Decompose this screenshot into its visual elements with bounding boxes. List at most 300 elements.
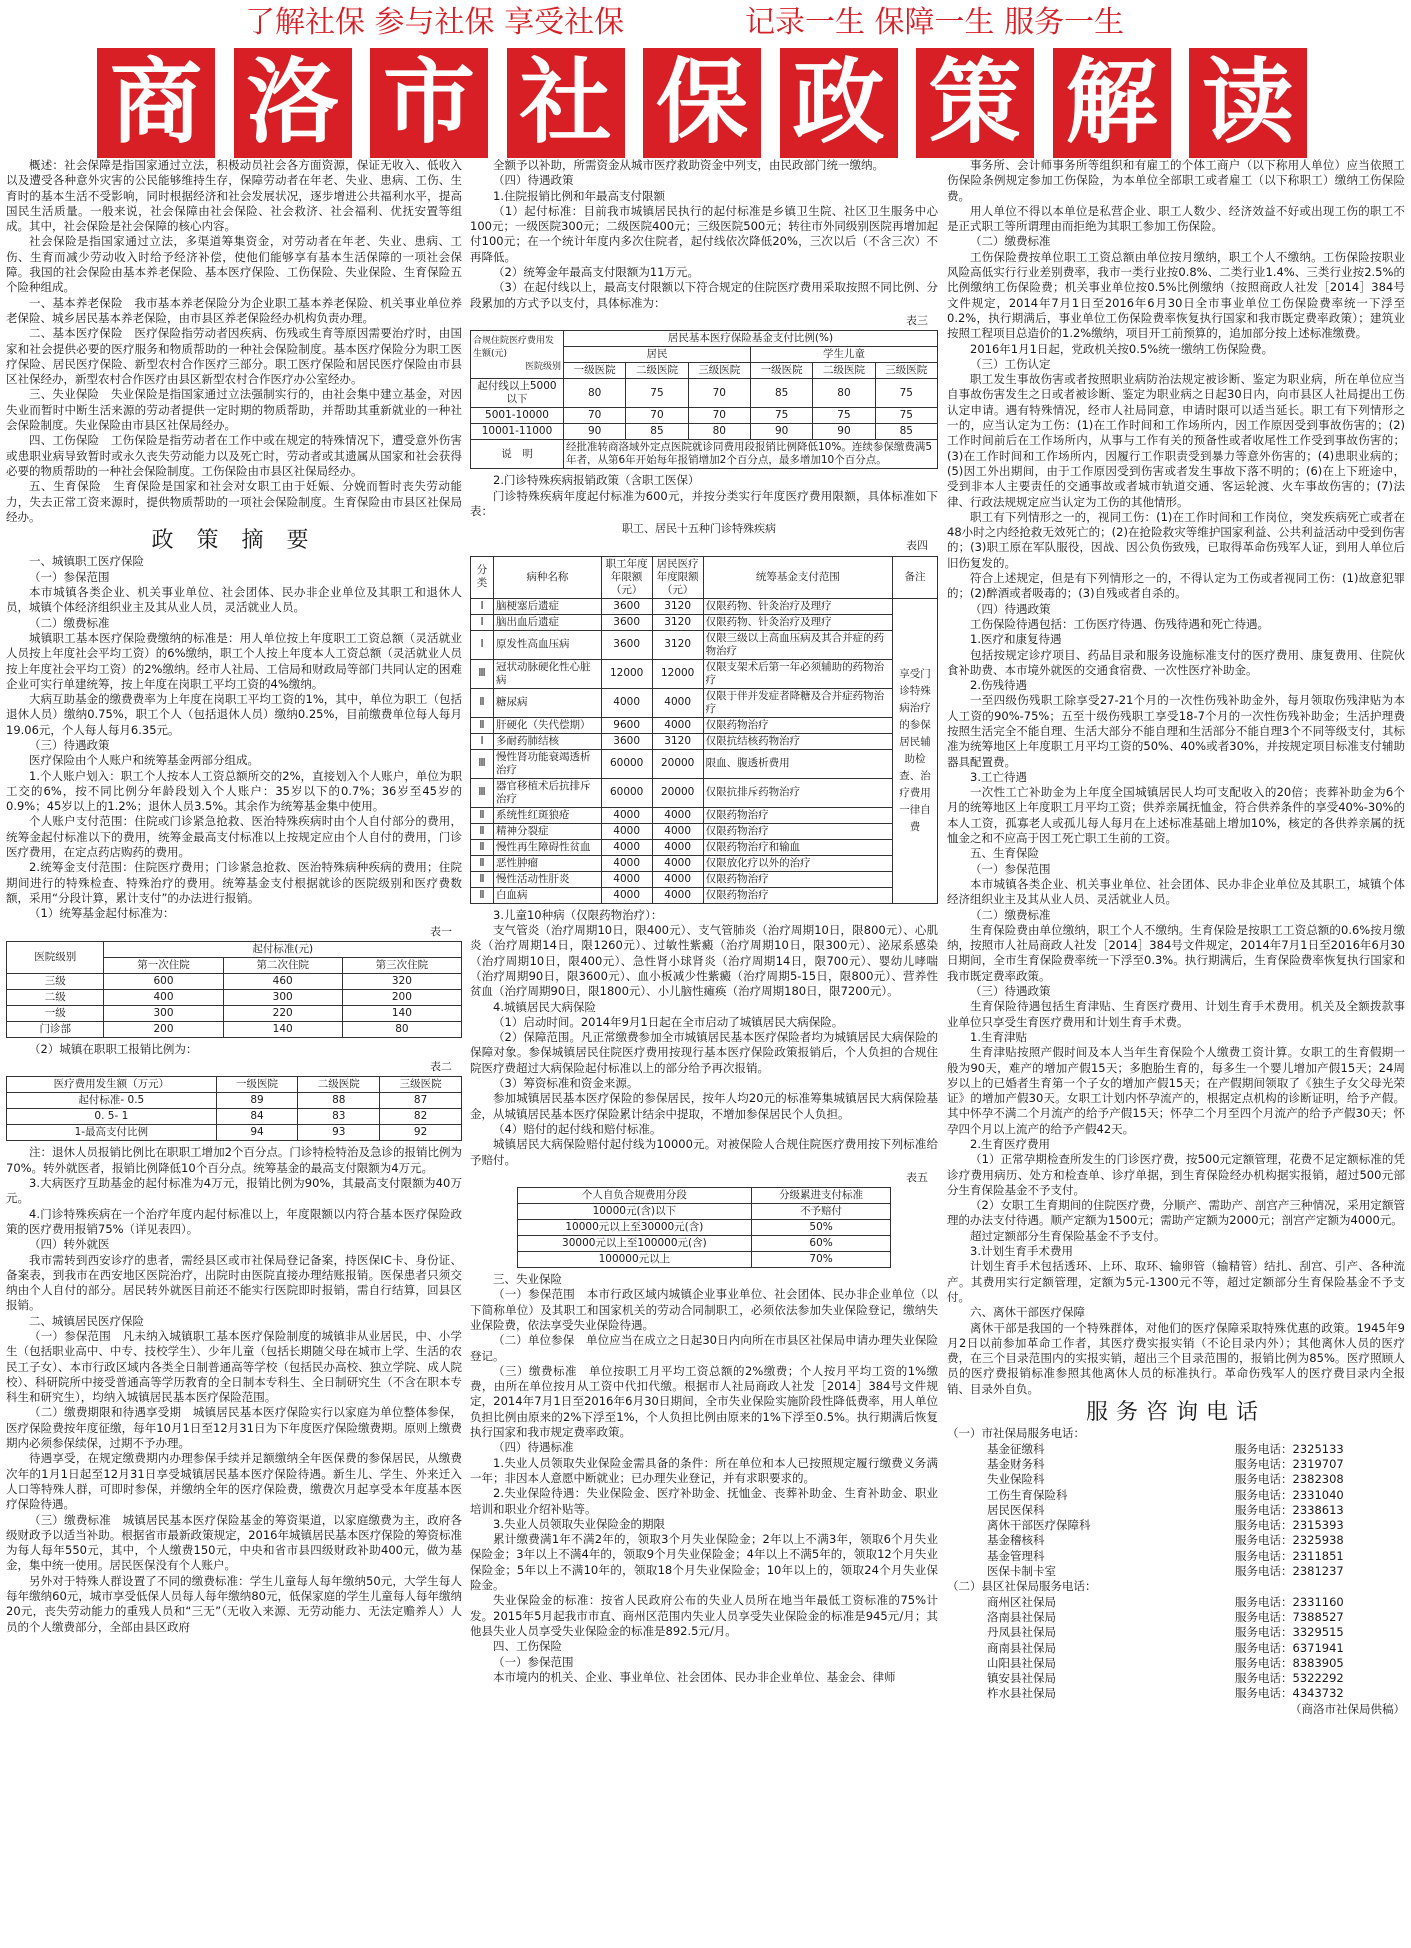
phone-number: 服务电话：2315393: [1235, 1518, 1344, 1533]
table-cell: 冠状动脉硬化性心脏病: [494, 659, 602, 688]
table-row: [471, 717, 938, 733]
phone-number: 服务电话：6371941: [1235, 1640, 1344, 1655]
table-cell: 75: [875, 408, 937, 424]
table-row: [471, 839, 938, 855]
paragraph: （三）缴费标准 城镇居民基本医疗保险基金的筹资渠道，以家庭缴费为主，政府各级财政予以适当补助。根据省市最新政策规定，2016年城镇居民基本医疗保险的筹资标准为每人每年550元，其中，个人缴费150元，中央和省市县四级财政补助400元，做为基金，集中统一使用。居民医保没有个人账户。: [6, 1512, 462, 1573]
table-cell: 仅限药物、针灸治疗及理疗: [703, 598, 892, 614]
table-header: 居民基本医疗保险基金支付比例(%): [564, 331, 938, 347]
phone-row: [947, 1518, 1405, 1533]
paragraph: （二）缴费标准: [29, 615, 110, 630]
table-cell: 20000: [652, 778, 703, 807]
phone-row: [947, 1488, 1405, 1503]
paragraph: 3.计划生育手术费用: [970, 1244, 1073, 1259]
phone-row: [947, 1457, 1405, 1472]
table-row: [471, 379, 938, 408]
paragraph: 3.失业人员领取失业保险金的期限: [493, 1516, 665, 1531]
table-row: [471, 778, 938, 807]
table-cell: 90: [813, 424, 875, 440]
phone-number: 服务电话：8383905: [1235, 1655, 1344, 1670]
phone-row: [947, 1656, 1405, 1671]
table-cell: 原发性高血压病: [494, 630, 602, 659]
table-cell: 94: [216, 1125, 298, 1141]
table-caption: 表三: [906, 313, 928, 327]
table-cell: 30000元以上至100000元(含): [517, 1236, 751, 1252]
paragraph: 一次性工亡补助金为上年度全国城镇居民人均可支配收入的20倍；丧葬补助金为6个月的统筹地区上年度职工月平均工资；供养亲属抚恤金，符合供养条件的享受40%-30%的本人工资，孤寡老人或孤儿每人每月在上述标准基础上增加10%，核定的各供养亲属的抚恤金之和不应高于因工死亡职工生前的工资。: [947, 785, 1405, 846]
table-note-label: 说 明: [471, 440, 564, 469]
paragraph: （一）参保范围 本市行政区域内城镇企业事业单位、社会团体、民办非企业单位（以下简称单位）及其职工和国家机关的劳动合同制职工，必须依法参加失业保险登记，缴纳失业保险费，依法享受失业保险待遇。: [470, 1287, 938, 1332]
table-cell: 0. 5- 1: [7, 1109, 217, 1125]
table-row: [517, 1204, 890, 1220]
paragraph: （1）启动时间。2014年9月1日起在全市启动了城镇居民大病保险。: [493, 1014, 844, 1029]
phone-row: [947, 1442, 1405, 1457]
paragraph: （四）转外就医: [29, 1237, 110, 1252]
paragraph: 一、城镇职工医疗保险: [29, 554, 144, 569]
table-cell: 3120: [652, 630, 703, 659]
table-cell: 脑梗塞后遗症: [494, 598, 602, 614]
paragraph: 2.门诊特殊疾病报销政策（含职工医保）: [493, 473, 700, 488]
paragraph: 1.住院报销比例和年最高支付限额: [493, 188, 665, 203]
phone-dept: 基金财务科: [987, 1456, 1045, 1471]
table-header: 第二次住院: [223, 957, 342, 973]
table-cell: 400: [104, 989, 223, 1005]
table-cell: 93: [298, 1125, 380, 1141]
table-cell: 4000: [601, 855, 652, 871]
table-header: 个人自负合规费用分段: [517, 1188, 751, 1204]
paragraph: （一）参保范围: [29, 569, 110, 584]
phone-number: 服务电话：2325938: [1235, 1533, 1344, 1548]
table-header: 居民: [564, 347, 751, 363]
table-row: [471, 823, 938, 839]
county-phones-header: （二）县区社保局服务电话：: [947, 1579, 1097, 1594]
paragraph: （2）城镇在职职工报销比例为：: [29, 1041, 198, 1056]
table-header: 三级医院: [875, 363, 937, 379]
paragraph: 职工发生事故伤害或者按照职业病防治法规定被诊断、鉴定为职业病，所在单位应当自事故伤害发生之日或者被诊断、鉴定为职业病之日起30日内，向市县区人社局提出工伤认定申请。遇有特殊情况，经市人社局同意，申请时限可以适当延长。职工有下列情形之一的，应当认定为工伤：(1)在工作时间和工作场所内，因工作原因受到事故伤害的；(2)工作时间前后在工作场所内，从事与工作有关的预备性或者收尾性工作受到事故伤害的；(3)在工作时间和工作场所内，因履行工作职责受到暴力等意外伤害的；(4)患职业病的；(5)因工外出期间，由于工作原因受到伤害或者发生事故下落不明的；(6)在上下班途中，受到非本人主要责任的交通事故或者城市轨道交通、客运轮渡、火车事故伤害的；(7)法律、行政法规规定应当认定为工伤的其他情形。: [947, 372, 1405, 509]
table-cell: 92: [380, 1125, 462, 1141]
paragraph: 五、生育保险: [970, 846, 1039, 861]
table-cell: 200: [104, 1021, 223, 1037]
table-cell: Ⅱ: [471, 855, 494, 871]
paragraph: 二、基本医疗保险 医疗保险指劳动者因疾病、伤残或生育等原因需要治疗时，由国家和社会提供必要的医疗服务和物质帮助的一种社会保险制度。基本医疗保险分为职工医疗保险、居民医疗保险、新型农村合作医疗三部分。职工医疗保险和居民医疗保险由市县区社保经办，新型农村合作医疗由县区新型农村合作医疗办公室经办。: [6, 326, 462, 387]
paragraph: 注：退休人员报销比例比在职职工增加2个百分点。门诊特检特治及急诊的报销比例为70%。转外就医者，报销比例降低10个百分点。统筹基金的最高支付限额为4万元。: [6, 1145, 462, 1175]
table-row: [7, 1021, 462, 1037]
page-title: [97, 48, 1307, 158]
phone-row: [947, 1533, 1405, 1548]
paragraph: （一）参保范围: [493, 1654, 574, 1669]
paragraph: 本市城镇各类企业、机关事业单位、社会团体、民办非企业单位及其职工，城镇个体经济组织业主及其从业人员、灵活就业人员。: [947, 876, 1405, 907]
title-char: 市: [370, 48, 488, 158]
paragraph: 2016年1月1日起，党政机关按0.5%统一缴纳工伤保险费。: [970, 341, 1274, 356]
phone-row: [947, 1472, 1405, 1487]
paragraph: （1）统筹基金起付标准为：: [29, 906, 175, 921]
paragraph: 另外对于特殊人群设置了不同的缴费标准：学生儿童每人每年缴纳50元，大学生每人每年缴纳60元，城市享受低保人员每人每年缴纳80元，低保家庭的学生儿童每人每年缴纳20元，丧失劳动能力的重残人员和“三无”（无收入来源、无劳动能力、无法定赡养人）人员的个人缴费部分，全部由县区政府: [6, 1573, 462, 1634]
paragraph: （1）正常孕期检查所发生的门诊医疗费，按500元定额管理，花费不足定额标准的凭诊疗费用病历、处方和检查单、诊疗单据，到生育保险经办机构据实报销，超过500元部分生育保险基金不予支付。: [947, 1152, 1405, 1197]
table-header: 一级医院: [216, 1077, 298, 1093]
phone-number: 服务电话：2338613: [1235, 1502, 1344, 1517]
table-cell: 80: [813, 379, 875, 408]
table-cell: Ⅱ: [471, 839, 494, 855]
paragraph: 概述：社会保障是指国家通过立法，积极动员社会各方面资源，保证无收入、低收入以及遭受各种意外灾害的公民能够维持生存，保障劳动者在年老、失业、患病、工伤、生育时的基本生活不受影响，同时根据经济和社会发展状况，逐步增进公共福利水平，提高国民生活质量。一般来说，社会保障由社会保险、社会救济、社会福利、优抚安置等组成。其中，社会保险是社会保障的核心内容。: [6, 158, 462, 234]
paragraph: 医疗保险由个人账户和统筹基金两部分组成。: [29, 753, 259, 768]
title-char: 保: [643, 48, 761, 158]
table-cell: 89: [216, 1093, 298, 1109]
paragraph: 三、失业保险 失业保险是指国家通过立法强制实行的，由社会集中建立基金，对因失业而暂时中断生活来源的劳动者提供一定时期的物质帮助，并帮助其重新就业的一种社会保险制度。失业保险由市县区社保局经办。: [6, 387, 462, 433]
table-cell: 60%: [751, 1236, 890, 1252]
paragraph: （三）缴费标准 单位按职工月平均工资总额的2%缴费；个人按月平均工资的1%缴费，由所在单位按月从工资中代扣代缴。根据市人社局商政人社发［2014］384号文件规定，2014年7月1日至2016年6月30日期间，全市失业保险实施阶段性降低费率，用人单位负担比例由原来的2%下浮至1%，个人负担比例由原来的1%下浮至0.5%。执行期满后恢复执行国家和我市规定费率政策。: [470, 1363, 938, 1440]
table-cell: 脑出血后遗症: [494, 614, 602, 630]
phone-dept: 山阳县社保局: [987, 1655, 1056, 1670]
paragraph: （3）在起付线以上，最高支付限额以下符合规定的住院医疗费用采取按照不同比例、分段累加的方式予以支付，具体标准为：: [470, 280, 938, 310]
paragraph: 生育保险待遇包括生育津贴、生育医疗费用、计划生育手术费用。机关及全额拨款事业单位只享受生育医疗费用和计划生育手术费。: [947, 999, 1405, 1029]
table-cell: 70: [688, 408, 750, 424]
table-cell: 3600: [601, 614, 652, 630]
paragraph: （三）待遇政策: [970, 984, 1051, 999]
table-remark: 享受门诊特殊病治疗的参保居民辅助检查、治疗费用一律自费: [893, 598, 938, 903]
phone-row: [947, 1671, 1405, 1686]
table-title: 职工、居民十五种门诊特殊疾病: [622, 522, 776, 536]
phone-number: 服务电话：2311851: [1235, 1548, 1344, 1563]
footnote: （商洛市社保局供稿）: [1290, 1701, 1405, 1716]
paragraph: 事务所、会计师事务所等组织和有雇工的个体工商户（以下称用人单位）应当依照工伤保险条例规定参加工伤保险，为本单位全部职工或者雇工（以下称职工）缴纳工伤保险费。: [947, 158, 1405, 203]
table-cell: 300: [104, 1005, 223, 1021]
corner-top: 合规住院医疗费用发生额(元): [473, 336, 555, 360]
table-cell: Ⅲ: [471, 749, 494, 778]
table-row: [517, 1252, 890, 1268]
table-cell: 仅限药物治疗和输血: [703, 839, 892, 855]
paragraph: 1.生育津贴: [970, 1029, 1027, 1044]
table-cell: 90: [750, 424, 812, 440]
table-header: 学生儿童: [750, 347, 937, 363]
table-row: [471, 630, 938, 659]
table-header: 分类: [471, 556, 494, 598]
table-cell: Ⅰ: [471, 733, 494, 749]
paragraph: 六、离休干部医疗保障: [970, 1305, 1085, 1320]
table-cell: 85: [750, 379, 812, 408]
paragraph: 城镇居民大病保险赔付起付线为10000元。对被保险人合规住院医疗费用按下列标准给予赔付。: [470, 1137, 938, 1167]
paragraph: 3.儿童10种病（仅限药物治疗）：: [493, 907, 663, 922]
paragraph: （四）待遇政策: [970, 601, 1051, 616]
paragraph: 二、城镇居民医疗保险: [29, 1313, 144, 1328]
table-row: [471, 424, 938, 440]
paragraph: （二）缴费标准: [970, 907, 1051, 922]
paragraph: 超过定额部分生育保险基金不予支付。: [970, 1228, 1166, 1243]
table-cell: 4000: [652, 871, 703, 887]
slogan-left: 了解社保 参与社保 享受社保: [245, 5, 625, 40]
table-cell: 仅限药物、针灸治疗及理疗: [703, 614, 892, 630]
table-cell: 87: [380, 1093, 462, 1109]
table-row: [7, 1125, 462, 1141]
phone-row: [947, 1610, 1405, 1625]
paragraph: 3.工亡待遇: [970, 769, 1027, 784]
table-cell: 仅限放化疗以外的治疗: [703, 855, 892, 871]
table-header: 二级医院: [298, 1077, 380, 1093]
table-row: [517, 1220, 890, 1236]
paragraph: 3.大病医疗互助基金的起付标准为4万元，报销比例为90%，其最高支付限额为40万元。: [6, 1176, 462, 1206]
table-cell: 3120: [652, 598, 703, 614]
table-caption: 表一: [430, 924, 452, 938]
table-cell: 200: [342, 989, 461, 1005]
table-cell: 90: [564, 424, 626, 440]
table-row: [471, 871, 938, 887]
table-header: 医疗费用发生额（万元）: [7, 1077, 217, 1093]
phone-dept: 居民医保科: [987, 1502, 1045, 1517]
table-cell: 肝硬化（失代偿期）: [494, 717, 602, 733]
paragraph: （三）工伤认定: [970, 356, 1051, 371]
title-char: 洛: [234, 48, 352, 158]
table-header: 起付标准(元): [104, 941, 462, 957]
table-header: 一级医院: [750, 363, 812, 379]
paragraph: 累计缴费满1年不满2年的，领取3个月失业保险金；2年以上不满3年，领取6个月失业保险金；3年以上不满4年的，领取9个月失业保险金；4年以上不满5年的，领取12个月失业保险金；5年以上不满10年的，领取18个月失业保险金；10年以上的，领取24个月失业保险金。: [470, 1532, 938, 1593]
slogan-right: 记录一生 保障一生 服务一生: [745, 5, 1125, 40]
table-cell: 二级: [7, 989, 104, 1005]
paragraph: （一）参保范围 凡未纳入城镇职工基本医疗保险制度的城镇非从业居民，中、小学生（包括职业高中、中专、技校学生）、少年儿童（包括长期随父母在城市上学、生活的农民工子女）、本市行政区域内各类全日制普通高等学校（包括民办高校、独立学院、成人院校）、科研院所中接受普通高等学历教育的全日制本专科生、全日制研究生（不含在职本专科生和研究生），均纳入城镇居民基本医疗保险范围。: [6, 1329, 462, 1405]
table-header: 分级累进支付标准: [751, 1188, 890, 1204]
paragraph: 本市城镇各类企业、机关事业单位、社会团体、民办非企业单位及其职工和退休人员，城镇个体经济组织业主及其从业人员，灵活就业人员。: [6, 585, 462, 615]
table-cell: 4000: [601, 688, 652, 717]
column-3: [947, 158, 1405, 1938]
table-cell: 10000元(含)以下: [517, 1204, 751, 1220]
table-cell: 70%: [751, 1252, 890, 1268]
table-cell: 3600: [601, 630, 652, 659]
table-cell: 4000: [652, 688, 703, 717]
intro-text: [6, 158, 462, 525]
paragraph: 社会保险是指国家通过立法，多渠道筹集资金，对劳动者在年老、失业、患病、工伤、生育而减少劳动收入时给予经济补偿，使他们能够享有基本生活保障的一项社会保障。我国的社会保险由基本养老保险、基本医疗保险、工伤保险、失业保险、生育保险五个险种组成。: [6, 234, 462, 295]
phone-number: 服务电话：2381237: [1235, 1564, 1344, 1579]
table-cell: Ⅲ: [471, 659, 494, 688]
paragraph: 四、工伤保险 工伤保险是指劳动者在工作中或在规定的特殊情况下，遭受意外伤害或患职业病导致暂时或永久丧失劳动能力以及死亡时，劳动者或其遗属从国家和社会获得必要的物质帮助的一种社会保险制度。工伤保险由市县区社保局经办。: [6, 433, 462, 478]
phone-dept: 基金稽核科: [987, 1533, 1045, 1548]
table-corner: [471, 331, 564, 379]
phone-row: [947, 1549, 1405, 1564]
service-title: 服务咨询电话: [1085, 1400, 1266, 1426]
table-cell: 不予赔付: [751, 1204, 890, 1220]
table-row: [471, 598, 938, 614]
phone-dept: 镇安县社保局: [987, 1671, 1056, 1686]
table-cell: 88: [298, 1093, 380, 1109]
phone-dept: 基金管理科: [987, 1548, 1045, 1563]
table-cell: 3120: [652, 733, 703, 749]
table-cell: 仅限药物治疗: [703, 823, 892, 839]
table-note: 经批准转商洛域外定点医院就诊同费用段报销比例降低10%。连续参保缴费满5年者，从第6年开始每年报销增加2个百分点，最多增加10个百分点。: [564, 440, 938, 469]
paragraph: 2.生育医疗费用: [970, 1137, 1050, 1151]
paragraph: 失业保险金的标准：按省人民政府公布的失业人员所在地当年最低工资标准的75%计发。2015年5月起我市市直、商州区范围内失业人员享受失业保险金的标准是945元/月；其他县失业人员享受失业保险金的标准是892.5元/月。: [470, 1593, 938, 1638]
table-reimburse-ratio: [6, 1076, 462, 1141]
table-cell: 460: [223, 973, 342, 989]
paragraph: （2）保障范围。凡正常缴费参加全市城镇居民基本医疗保险者均为城镇居民大病保险的保障对象。参保城镇居民住院医疗费用按现行基本医疗保险政策报销后，个人负担的合规住院医疗费超过大病保险起付标准以上的部分给予再次报销。: [470, 1030, 938, 1075]
table-cell: 4000: [652, 839, 703, 855]
phone-number: 服务电话：2382308: [1235, 1472, 1344, 1487]
table-cell: 4000: [652, 855, 703, 871]
table-cell: 糖尿病: [494, 688, 602, 717]
table-cell: 器官移植术后抗排斥治疗: [494, 778, 602, 807]
paragraph: （四）待遇政策: [493, 173, 574, 188]
table-header: 病种名称: [494, 556, 602, 598]
paragraph: 4.城镇居民大病保险: [493, 999, 596, 1014]
table-header: 居民医疗年度限额（元）: [652, 556, 703, 598]
table-row: [471, 688, 938, 717]
paragraph: （二）单位参保 单位应当在成立之日起30日内向所在市县区社保局申请办理失业保险登记。: [470, 1333, 938, 1363]
paragraph: 五、生育保险 生育保险是国家和社会对女职工由于妊娠、分娩而暂时丧失劳动能力，失去正常工资来源时，提供物质帮助的一项社会保险制度。生育保险由市县区社保局经办。: [6, 479, 462, 524]
body-text: [6, 1145, 462, 1635]
paragraph: 1.失业人员领取失业保险金需具备的条件：所在单位和本人已按照规定履行缴费义务满一年；非因本人意愿中断就业；已办理失业登记，并有求职要求的。: [470, 1455, 938, 1485]
table-cell: Ⅱ: [471, 717, 494, 733]
table-cell: 320: [342, 973, 461, 989]
table-header: 第一次住院: [104, 957, 223, 973]
paragraph: 包括按规定诊疗项目、药品目录和服务设施标准支付的医疗费用、康复费用、住院伙食补助费、本市境外就医的交通食宿费、一次性医疗补助金。: [947, 647, 1405, 677]
table-cell: 70: [688, 379, 750, 408]
title-char: 社: [507, 48, 625, 158]
table-row: [471, 749, 938, 778]
table-cell: 仅限支架术后第一年必须辅助的药物治疗: [703, 659, 892, 688]
table-cell: 85: [626, 424, 688, 440]
table-cell: 恶性肿瘤: [494, 855, 602, 871]
table-critical-illness: [517, 1187, 891, 1268]
phone-row: [947, 1595, 1405, 1610]
table-cell: 系统性红斑狼疮: [494, 807, 602, 823]
table-cell: 600: [104, 973, 223, 989]
paragraph: 计划生育手术包括透环、上环、取环、输卵管（输精管）结扎、刮宫、引产、各种流产。其费用实行定额管理，定额为5元-1300元不等，超过定额部分生育保险基金不予支付。: [947, 1259, 1405, 1304]
column-2: [470, 158, 938, 1938]
table-cell: 60000: [601, 749, 652, 778]
table-cell: 85: [875, 424, 937, 440]
phone-dept: 基金征缴科: [987, 1441, 1045, 1456]
table-cell: 4000: [601, 871, 652, 887]
paragraph: （一）参保范围: [970, 861, 1051, 876]
table-header: 二级医院: [626, 363, 688, 379]
table-row: [7, 989, 462, 1005]
table-cell: 75: [813, 408, 875, 424]
paragraph: （4）赔付的起付线和赔付标准。: [493, 1121, 662, 1136]
phone-number: 服务电话：7388527: [1235, 1609, 1344, 1624]
table-cell: 83: [298, 1109, 380, 1125]
table-cell: 仅限三级以上高血压病及其合并症的药物治疗: [703, 630, 892, 659]
phone-dept: 工伤生育保险科: [987, 1487, 1068, 1502]
phone-dept: 商州区社保局: [987, 1594, 1056, 1609]
paragraph: 四、工伤保险: [493, 1639, 562, 1654]
body-text: [470, 908, 938, 1168]
phone-dept: 洛南县社保局: [987, 1609, 1056, 1624]
corner-bottom: 医院级别: [524, 362, 561, 373]
table-cell: 140: [223, 1021, 342, 1037]
table-cell: 20000: [652, 749, 703, 778]
phone-number: 服务电话：3329515: [1235, 1625, 1344, 1640]
table-header: 三级医院: [380, 1077, 462, 1093]
table-cell: Ⅲ: [471, 778, 494, 807]
paragraph: 我市需转到西安诊疗的患者，需经县区或市社保局登记备案，持医保IC卡、身份证、备案表，到我市在西安地区医院治疗，出院时由医院直接办理结账报销。医保患者只须交纳由个人自付的部分。居民转外就医目前还不能实行医院即时报销，需自行结算，回县区报销。: [6, 1252, 462, 1313]
table-cell: Ⅰ: [471, 598, 494, 614]
phone-number: 服务电话：5322292: [1235, 1671, 1344, 1686]
table-header: 备注: [893, 556, 938, 598]
table-cell: 50%: [751, 1220, 890, 1236]
city-phone-list: [947, 1442, 1405, 1580]
title-char: 策: [916, 48, 1034, 158]
phone-row: [947, 1503, 1405, 1518]
table-cell: 300: [223, 989, 342, 1005]
table-cell: 4000: [652, 807, 703, 823]
table-caption: 表四: [906, 539, 928, 553]
table-cell: 4000: [601, 887, 652, 903]
table-cell: Ⅱ: [471, 823, 494, 839]
table-row: [471, 614, 938, 630]
phone-dept: 柞水县社保局: [987, 1686, 1056, 1701]
phone-row: [947, 1641, 1405, 1656]
table-cell: 10000元以上至30000元(含): [517, 1220, 751, 1236]
table-cell: 精神分裂症: [494, 823, 602, 839]
table-cell: 5001-10000: [471, 408, 564, 424]
table-cell: 220: [223, 1005, 342, 1021]
table-cell: 10001-11000: [471, 424, 564, 440]
title-char: 解: [1053, 48, 1171, 158]
title-char: 商: [97, 48, 215, 158]
city-phones-header: （一）市社保局服务电话：: [947, 1426, 1085, 1441]
table-row: [7, 1005, 462, 1021]
table-row: [471, 855, 938, 871]
table-cell: 慢性肾功能衰竭透析治疗: [494, 749, 602, 778]
paragraph: 2.伤残待遇: [970, 678, 1027, 693]
paragraph: （三）待遇政策: [29, 737, 110, 752]
table-cell: 80: [564, 379, 626, 408]
phone-row: [947, 1686, 1405, 1701]
table-cell: 慢性再生障碍性贫血: [494, 839, 602, 855]
table-cell: 100000元以上: [517, 1252, 751, 1268]
paragraph: 一至四级伤残职工除享受27-21个月的一次性伤残补助金外，每月领取伤残津贴为本人工资的90%-75%；五至十级伤残职工享受18-7个月的一次性伤残补助金；生活护理费按照生活完全不能自理、生活大部分不能自理和生活部分不能自理3个不同等级支付，其标准为统筹地区上年度职工月平均工资的50%、40%或者30%，并按规定项目标准支付辅助器具配置费。: [947, 693, 1405, 769]
table-cell: 白血病: [494, 887, 602, 903]
table-cell: 140: [342, 1005, 461, 1021]
phone-row: [947, 1625, 1405, 1640]
paragraph: 三、失业保险: [493, 1272, 562, 1287]
table-cell: 75: [875, 379, 937, 408]
table-cell: 仅限抗排斥药物治疗: [703, 778, 892, 807]
table-cell: 82: [380, 1109, 462, 1125]
table-cell: 仅限药物治疗: [703, 887, 892, 903]
phone-dept: 失业保险科: [987, 1472, 1045, 1487]
table-cell: 70: [626, 408, 688, 424]
body-text: [470, 1272, 938, 1685]
phone-dept: 离休干部医疗保障科: [987, 1518, 1091, 1533]
phone-dept: 商南县社保局: [987, 1640, 1056, 1655]
paragraph: 参加城镇居民基本医疗保险的参保居民，按年人均20元的标准筹集城镇居民大病保险基金，从城镇居民基本医疗保险累计结余中提取，不增加参保居民个人负担。: [470, 1091, 938, 1121]
phone-dept: 医保卡制卡室: [987, 1564, 1056, 1579]
section-title: 政 策 摘 要: [151, 528, 317, 554]
table-cell: 限血、腹透析费用: [703, 749, 892, 778]
table-special-diseases: [470, 556, 938, 904]
table-row: [471, 408, 938, 424]
table-cell: Ⅱ: [471, 807, 494, 823]
paragraph: 个人账户支付范围：住院或门诊紧急抢救、医治特殊疾病时由个人自付部分的费用，统筹金起付标准以下的费用，统筹金最高支付标准以上按规定应由个人自付的费用，门诊医疗费用，在定点药店购药的费用。: [6, 814, 462, 860]
table-row: [517, 1236, 890, 1252]
table-header: 二级医院: [813, 363, 875, 379]
table-cell: 仅限药物治疗: [703, 807, 892, 823]
table-header: 三级医院: [688, 363, 750, 379]
paragraph: （四）待遇标准: [493, 1440, 574, 1455]
table-cell: 80: [342, 1021, 461, 1037]
table-cell: Ⅱ: [471, 688, 494, 717]
table-row: [7, 973, 462, 989]
table-row: [7, 1109, 462, 1125]
paragraph: 一、基本养老保险 我市基本养老保险分为企业职工基本养老保险、机关事业单位养老保险、城乡居民基本养老保险，由市县区养老保险经办机构负责办理。: [6, 295, 462, 325]
table-row: [471, 807, 938, 823]
paragraph: 4.门诊特殊疾病在一个治疗年度内起付标准以上，年度限额以内符合基本医疗保险政策的医疗费用报销75%（详见表四）。: [6, 1206, 462, 1236]
table-cell: 3600: [601, 733, 652, 749]
table-cell: Ⅰ: [471, 614, 494, 630]
table-cell: 4000: [601, 807, 652, 823]
table-cell: 80: [688, 424, 750, 440]
table-cell: 75: [750, 408, 812, 424]
phone-number: 服务电话：2325133: [1235, 1441, 1344, 1456]
table-header: 第三次住院: [342, 957, 461, 973]
table-cell: 4000: [652, 823, 703, 839]
table-cell: 1-最高支付比例: [7, 1125, 217, 1141]
paragraph: 城镇职工基本医疗保险费缴纳的标准是：用人单位按上年度职工工资总额（灵活就业人员按上年度社会平均工资）的6%缴纳，职工个人按上年度本人工资总额（灵活就业人员按上年度社会平均工资）的2%缴纳。经市人社局、工信局和财政局等部门共同认定的困难企业可实行单建统筹，按上年度在岗职工平均工资的4%缴纳。: [6, 630, 462, 691]
